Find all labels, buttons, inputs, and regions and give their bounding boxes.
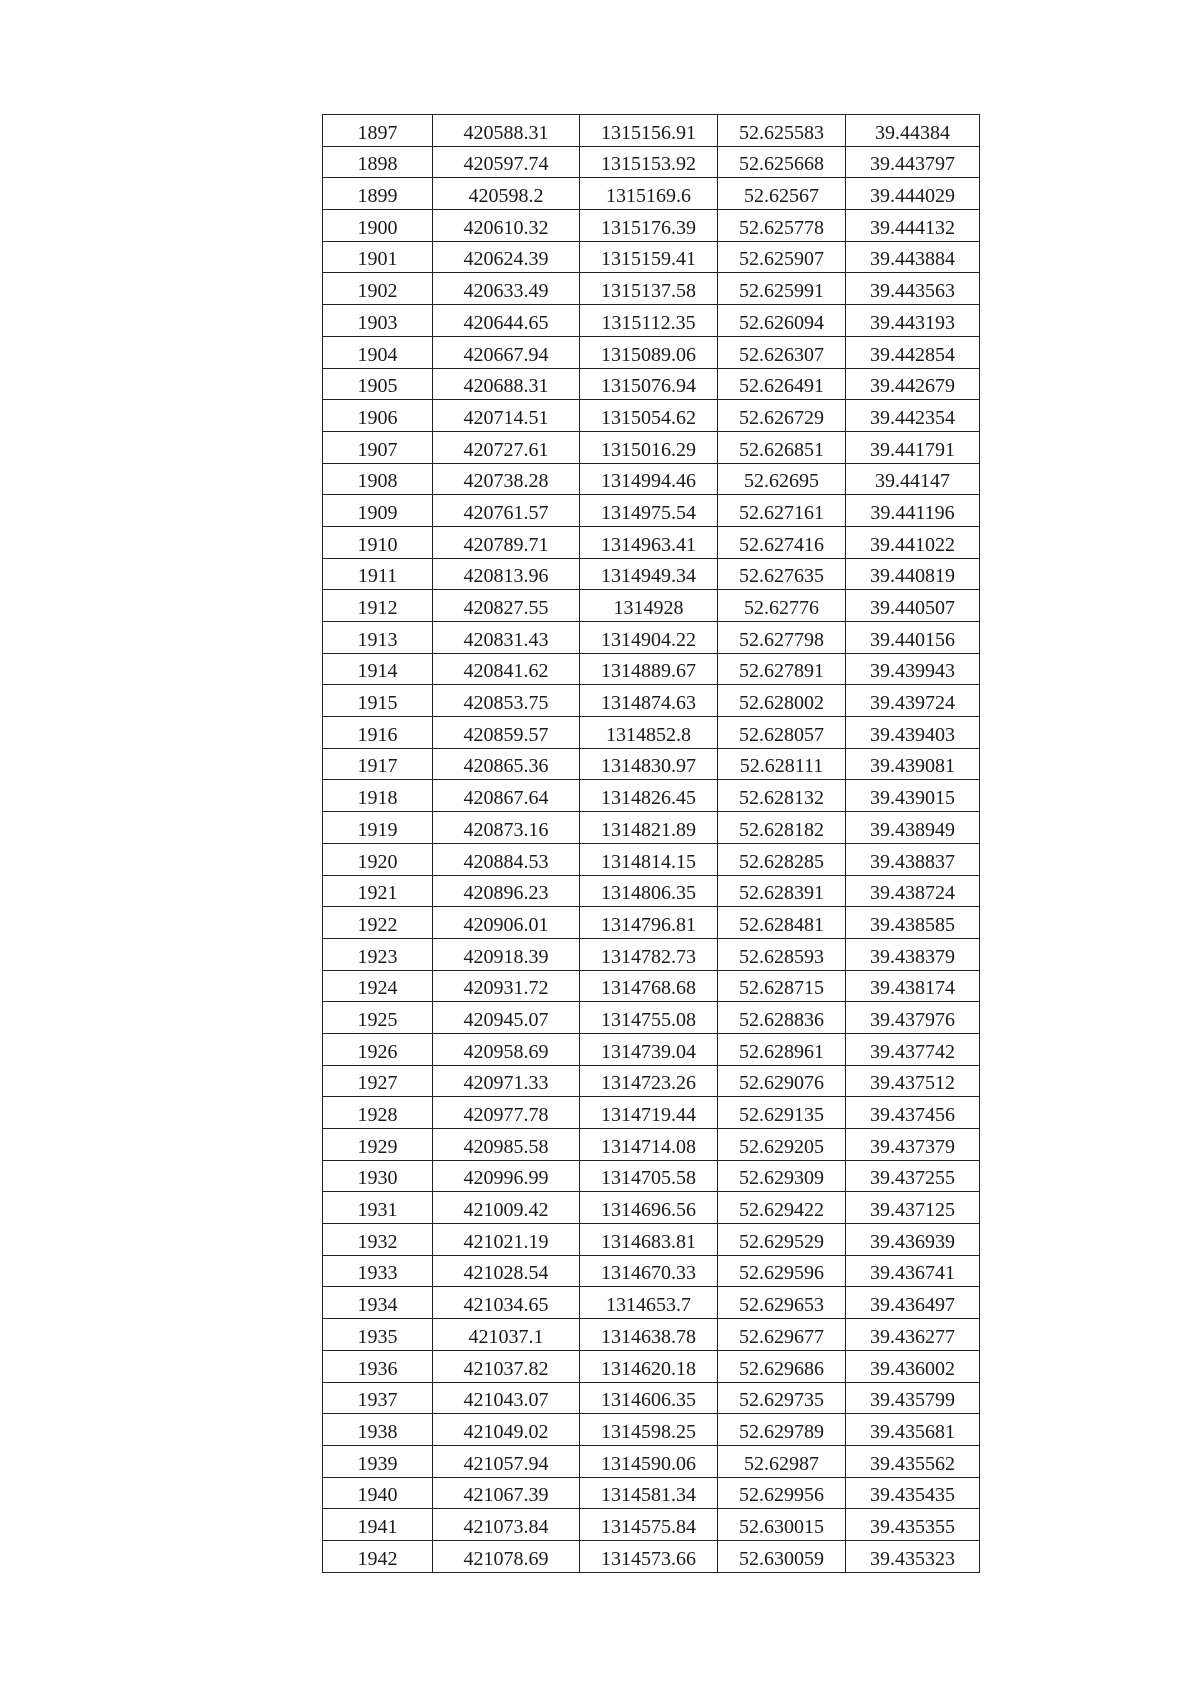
table-row: [323, 590, 980, 622]
y-coordinate-cell: 1315016.29: [580, 431, 718, 463]
table-row: [323, 115, 980, 147]
y-coordinate-cell: 1315156.91: [580, 115, 718, 147]
latitude-cell: 52.627891: [718, 653, 846, 685]
longitude-cell: 39.439081: [846, 748, 980, 780]
x-coordinate-cell: 420865.36: [433, 748, 580, 780]
table-row: [323, 558, 980, 590]
point-number-cell: 1924: [323, 970, 433, 1002]
y-coordinate-cell: 1314814.15: [580, 843, 718, 875]
latitude-cell: 52.62695: [718, 463, 846, 495]
point-number-cell: 1919: [323, 812, 433, 844]
point-number-cell: 1898: [323, 146, 433, 178]
x-coordinate-cell: 420714.51: [433, 400, 580, 432]
x-coordinate-cell: 420945.07: [433, 1002, 580, 1034]
point-number-cell: 1918: [323, 780, 433, 812]
y-coordinate-cell: 1315112.35: [580, 305, 718, 337]
latitude-cell: 52.629135: [718, 1097, 846, 1129]
table-row: [323, 1033, 980, 1065]
table-row: [323, 273, 980, 305]
longitude-cell: 39.437456: [846, 1097, 980, 1129]
longitude-cell: 39.437255: [846, 1160, 980, 1192]
table-row: [323, 812, 980, 844]
y-coordinate-cell: 1314683.81: [580, 1224, 718, 1256]
latitude-cell: 52.629205: [718, 1129, 846, 1161]
table-row: [323, 938, 980, 970]
point-number-cell: 1941: [323, 1509, 433, 1541]
table-row: [323, 431, 980, 463]
y-coordinate-cell: 1314826.45: [580, 780, 718, 812]
x-coordinate-cell: 420597.74: [433, 146, 580, 178]
y-coordinate-cell: 1314821.89: [580, 812, 718, 844]
longitude-cell: 39.443193: [846, 305, 980, 337]
table-row: [323, 622, 980, 654]
x-coordinate-cell: 420873.16: [433, 812, 580, 844]
longitude-cell: 39.435355: [846, 1509, 980, 1541]
x-coordinate-cell: 420906.01: [433, 907, 580, 939]
point-number-cell: 1920: [323, 843, 433, 875]
latitude-cell: 52.626491: [718, 368, 846, 400]
longitude-cell: 39.441022: [846, 526, 980, 558]
latitude-cell: 52.628111: [718, 748, 846, 780]
y-coordinate-cell: 1314852.8: [580, 717, 718, 749]
latitude-cell: 52.628715: [718, 970, 846, 1002]
table-row: [323, 1097, 980, 1129]
point-number-cell: 1911: [323, 558, 433, 590]
x-coordinate-cell: 420867.64: [433, 780, 580, 812]
point-number-cell: 1921: [323, 875, 433, 907]
longitude-cell: 39.44147: [846, 463, 980, 495]
point-number-cell: 1933: [323, 1255, 433, 1287]
latitude-cell: 52.625668: [718, 146, 846, 178]
longitude-cell: 39.441791: [846, 431, 980, 463]
x-coordinate-cell: 421049.02: [433, 1414, 580, 1446]
coordinates-table-body: [323, 115, 980, 1573]
x-coordinate-cell: 420761.57: [433, 495, 580, 527]
y-coordinate-cell: 1314796.81: [580, 907, 718, 939]
point-number-cell: 1926: [323, 1033, 433, 1065]
table-row: [323, 210, 980, 242]
y-coordinate-cell: 1314723.26: [580, 1065, 718, 1097]
y-coordinate-cell: 1314889.67: [580, 653, 718, 685]
latitude-cell: 52.629686: [718, 1350, 846, 1382]
x-coordinate-cell: 420588.31: [433, 115, 580, 147]
table-row: [323, 305, 980, 337]
longitude-cell: 39.442354: [846, 400, 980, 432]
point-number-cell: 1927: [323, 1065, 433, 1097]
point-number-cell: 1930: [323, 1160, 433, 1192]
point-number-cell: 1916: [323, 717, 433, 749]
x-coordinate-cell: 420738.28: [433, 463, 580, 495]
point-number-cell: 1928: [323, 1097, 433, 1129]
y-coordinate-cell: 1314705.58: [580, 1160, 718, 1192]
y-coordinate-cell: 1314573.66: [580, 1540, 718, 1572]
table-row: [323, 1160, 980, 1192]
x-coordinate-cell: 420598.2: [433, 178, 580, 210]
point-number-cell: 1910: [323, 526, 433, 558]
longitude-cell: 39.441196: [846, 495, 980, 527]
y-coordinate-cell: 1315159.41: [580, 241, 718, 273]
point-number-cell: 1899: [323, 178, 433, 210]
table-row: [323, 336, 980, 368]
y-coordinate-cell: 1315076.94: [580, 368, 718, 400]
point-number-cell: 1913: [323, 622, 433, 654]
latitude-cell: 52.626094: [718, 305, 846, 337]
table-row: [323, 368, 980, 400]
point-number-cell: 1923: [323, 938, 433, 970]
point-number-cell: 1938: [323, 1414, 433, 1446]
longitude-cell: 39.438949: [846, 812, 980, 844]
y-coordinate-cell: 1315176.39: [580, 210, 718, 242]
point-number-cell: 1905: [323, 368, 433, 400]
longitude-cell: 39.436497: [846, 1287, 980, 1319]
latitude-cell: 52.629422: [718, 1192, 846, 1224]
x-coordinate-cell: 421009.42: [433, 1192, 580, 1224]
table-row: [323, 970, 980, 1002]
point-number-cell: 1897: [323, 115, 433, 147]
longitude-cell: 39.438174: [846, 970, 980, 1002]
point-number-cell: 1906: [323, 400, 433, 432]
latitude-cell: 52.629596: [718, 1255, 846, 1287]
table-row: [323, 875, 980, 907]
y-coordinate-cell: 1314975.54: [580, 495, 718, 527]
table-row: [323, 1382, 980, 1414]
y-coordinate-cell: 1314620.18: [580, 1350, 718, 1382]
table-row: [323, 241, 980, 273]
point-number-cell: 1917: [323, 748, 433, 780]
latitude-cell: 52.630059: [718, 1540, 846, 1572]
longitude-cell: 39.435562: [846, 1445, 980, 1477]
latitude-cell: 52.629956: [718, 1477, 846, 1509]
point-number-cell: 1901: [323, 241, 433, 273]
y-coordinate-cell: 1314994.46: [580, 463, 718, 495]
x-coordinate-cell: 420644.65: [433, 305, 580, 337]
x-coordinate-cell: 420971.33: [433, 1065, 580, 1097]
point-number-cell: 1922: [323, 907, 433, 939]
point-number-cell: 1904: [323, 336, 433, 368]
point-number-cell: 1903: [323, 305, 433, 337]
longitude-cell: 39.44384: [846, 115, 980, 147]
latitude-cell: 52.628836: [718, 1002, 846, 1034]
point-number-cell: 1940: [323, 1477, 433, 1509]
longitude-cell: 39.443797: [846, 146, 980, 178]
latitude-cell: 52.628593: [718, 938, 846, 970]
latitude-cell: 52.62776: [718, 590, 846, 622]
table-row: [323, 748, 980, 780]
y-coordinate-cell: 1314806.35: [580, 875, 718, 907]
point-number-cell: 1900: [323, 210, 433, 242]
point-number-cell: 1902: [323, 273, 433, 305]
latitude-cell: 52.628285: [718, 843, 846, 875]
x-coordinate-cell: 421067.39: [433, 1477, 580, 1509]
table-row: [323, 1509, 980, 1541]
table-row: [323, 843, 980, 875]
latitude-cell: 52.626307: [718, 336, 846, 368]
x-coordinate-cell: 420610.32: [433, 210, 580, 242]
x-coordinate-cell: 420977.78: [433, 1097, 580, 1129]
latitude-cell: 52.629529: [718, 1224, 846, 1256]
point-number-cell: 1931: [323, 1192, 433, 1224]
x-coordinate-cell: 421034.65: [433, 1287, 580, 1319]
y-coordinate-cell: 1314696.56: [580, 1192, 718, 1224]
longitude-cell: 39.435435: [846, 1477, 980, 1509]
longitude-cell: 39.436002: [846, 1350, 980, 1382]
y-coordinate-cell: 1314874.63: [580, 685, 718, 717]
latitude-cell: 52.625778: [718, 210, 846, 242]
table-row: [323, 1129, 980, 1161]
y-coordinate-cell: 1314670.33: [580, 1255, 718, 1287]
y-coordinate-cell: 1314782.73: [580, 938, 718, 970]
point-number-cell: 1914: [323, 653, 433, 685]
y-coordinate-cell: 1314638.78: [580, 1319, 718, 1351]
y-coordinate-cell: 1314963.41: [580, 526, 718, 558]
y-coordinate-cell: 1314575.84: [580, 1509, 718, 1541]
longitude-cell: 39.438724: [846, 875, 980, 907]
x-coordinate-cell: 420827.55: [433, 590, 580, 622]
x-coordinate-cell: 420896.23: [433, 875, 580, 907]
y-coordinate-cell: 1314606.35: [580, 1382, 718, 1414]
table-row: [323, 1540, 980, 1572]
longitude-cell: 39.438837: [846, 843, 980, 875]
y-coordinate-cell: 1314928: [580, 590, 718, 622]
y-coordinate-cell: 1315054.62: [580, 400, 718, 432]
point-number-cell: 1942: [323, 1540, 433, 1572]
point-number-cell: 1909: [323, 495, 433, 527]
table-row: [323, 1224, 980, 1256]
x-coordinate-cell: 421037.82: [433, 1350, 580, 1382]
x-coordinate-cell: 420789.71: [433, 526, 580, 558]
longitude-cell: 39.438585: [846, 907, 980, 939]
y-coordinate-cell: 1315089.06: [580, 336, 718, 368]
table-row: [323, 1445, 980, 1477]
table-row: [323, 1065, 980, 1097]
longitude-cell: 39.442679: [846, 368, 980, 400]
latitude-cell: 52.628481: [718, 907, 846, 939]
latitude-cell: 52.627161: [718, 495, 846, 527]
point-number-cell: 1937: [323, 1382, 433, 1414]
longitude-cell: 39.439403: [846, 717, 980, 749]
x-coordinate-cell: 420841.62: [433, 653, 580, 685]
table-row: [323, 1414, 980, 1446]
x-coordinate-cell: 420667.94: [433, 336, 580, 368]
x-coordinate-cell: 420859.57: [433, 717, 580, 749]
x-coordinate-cell: 420688.31: [433, 368, 580, 400]
latitude-cell: 52.625907: [718, 241, 846, 273]
x-coordinate-cell: 420958.69: [433, 1033, 580, 1065]
y-coordinate-cell: 1314904.22: [580, 622, 718, 654]
longitude-cell: 39.436277: [846, 1319, 980, 1351]
y-coordinate-cell: 1314949.34: [580, 558, 718, 590]
x-coordinate-cell: 420918.39: [433, 938, 580, 970]
latitude-cell: 52.628182: [718, 812, 846, 844]
latitude-cell: 52.629653: [718, 1287, 846, 1319]
latitude-cell: 52.628391: [718, 875, 846, 907]
longitude-cell: 39.443563: [846, 273, 980, 305]
table-row: [323, 1477, 980, 1509]
x-coordinate-cell: 421057.94: [433, 1445, 580, 1477]
y-coordinate-cell: 1314598.25: [580, 1414, 718, 1446]
latitude-cell: 52.630015: [718, 1509, 846, 1541]
longitude-cell: 39.439015: [846, 780, 980, 812]
table-row: [323, 400, 980, 432]
point-number-cell: 1939: [323, 1445, 433, 1477]
latitude-cell: 52.625583: [718, 115, 846, 147]
longitude-cell: 39.440819: [846, 558, 980, 590]
point-number-cell: 1934: [323, 1287, 433, 1319]
latitude-cell: 52.628002: [718, 685, 846, 717]
y-coordinate-cell: 1314581.34: [580, 1477, 718, 1509]
latitude-cell: 52.627798: [718, 622, 846, 654]
y-coordinate-cell: 1314714.08: [580, 1129, 718, 1161]
y-coordinate-cell: 1314590.06: [580, 1445, 718, 1477]
longitude-cell: 39.437125: [846, 1192, 980, 1224]
y-coordinate-cell: 1314768.68: [580, 970, 718, 1002]
point-number-cell: 1908: [323, 463, 433, 495]
longitude-cell: 39.436939: [846, 1224, 980, 1256]
latitude-cell: 52.629309: [718, 1160, 846, 1192]
table-row: [323, 178, 980, 210]
x-coordinate-cell: 420813.96: [433, 558, 580, 590]
x-coordinate-cell: 420996.99: [433, 1160, 580, 1192]
x-coordinate-cell: 421043.07: [433, 1382, 580, 1414]
y-coordinate-cell: 1314719.44: [580, 1097, 718, 1129]
x-coordinate-cell: 420884.53: [433, 843, 580, 875]
latitude-cell: 52.62567: [718, 178, 846, 210]
y-coordinate-cell: 1315137.58: [580, 273, 718, 305]
longitude-cell: 39.442854: [846, 336, 980, 368]
table-row: [323, 717, 980, 749]
longitude-cell: 39.437976: [846, 1002, 980, 1034]
y-coordinate-cell: 1314830.97: [580, 748, 718, 780]
table-row: [323, 1192, 980, 1224]
y-coordinate-cell: 1314739.04: [580, 1033, 718, 1065]
table-row: [323, 653, 980, 685]
x-coordinate-cell: 421021.19: [433, 1224, 580, 1256]
longitude-cell: 39.437379: [846, 1129, 980, 1161]
longitude-cell: 39.439943: [846, 653, 980, 685]
x-coordinate-cell: 420633.49: [433, 273, 580, 305]
x-coordinate-cell: 421028.54: [433, 1255, 580, 1287]
latitude-cell: 52.626729: [718, 400, 846, 432]
x-coordinate-cell: 420985.58: [433, 1129, 580, 1161]
x-coordinate-cell: 420727.61: [433, 431, 580, 463]
table-row: [323, 780, 980, 812]
y-coordinate-cell: 1314653.7: [580, 1287, 718, 1319]
longitude-cell: 39.438379: [846, 938, 980, 970]
table-row: [323, 463, 980, 495]
point-number-cell: 1915: [323, 685, 433, 717]
point-number-cell: 1925: [323, 1002, 433, 1034]
latitude-cell: 52.629677: [718, 1319, 846, 1351]
latitude-cell: 52.629076: [718, 1065, 846, 1097]
longitude-cell: 39.436741: [846, 1255, 980, 1287]
table-row: [323, 146, 980, 178]
latitude-cell: 52.629789: [718, 1414, 846, 1446]
table-row: [323, 685, 980, 717]
point-number-cell: 1932: [323, 1224, 433, 1256]
latitude-cell: 52.628057: [718, 717, 846, 749]
longitude-cell: 39.444029: [846, 178, 980, 210]
longitude-cell: 39.444132: [846, 210, 980, 242]
x-coordinate-cell: 420931.72: [433, 970, 580, 1002]
table-row: [323, 526, 980, 558]
table-row: [323, 1002, 980, 1034]
point-number-cell: 1912: [323, 590, 433, 622]
table-row: [323, 1350, 980, 1382]
coordinates-table: [322, 114, 980, 1573]
x-coordinate-cell: 421078.69: [433, 1540, 580, 1572]
latitude-cell: 52.627635: [718, 558, 846, 590]
longitude-cell: 39.437742: [846, 1033, 980, 1065]
y-coordinate-cell: 1315169.6: [580, 178, 718, 210]
longitude-cell: 39.440507: [846, 590, 980, 622]
latitude-cell: 52.627416: [718, 526, 846, 558]
longitude-cell: 39.439724: [846, 685, 980, 717]
x-coordinate-cell: 420831.43: [433, 622, 580, 654]
table-row: [323, 1287, 980, 1319]
latitude-cell: 52.62987: [718, 1445, 846, 1477]
point-number-cell: 1936: [323, 1350, 433, 1382]
longitude-cell: 39.435799: [846, 1382, 980, 1414]
longitude-cell: 39.435323: [846, 1540, 980, 1572]
latitude-cell: 52.628961: [718, 1033, 846, 1065]
latitude-cell: 52.626851: [718, 431, 846, 463]
table-row: [323, 495, 980, 527]
x-coordinate-cell: 420624.39: [433, 241, 580, 273]
latitude-cell: 52.629735: [718, 1382, 846, 1414]
table-row: [323, 907, 980, 939]
longitude-cell: 39.435681: [846, 1414, 980, 1446]
table-row: [323, 1319, 980, 1351]
point-number-cell: 1907: [323, 431, 433, 463]
x-coordinate-cell: 420853.75: [433, 685, 580, 717]
table-row: [323, 1255, 980, 1287]
point-number-cell: 1935: [323, 1319, 433, 1351]
y-coordinate-cell: 1314755.08: [580, 1002, 718, 1034]
latitude-cell: 52.625991: [718, 273, 846, 305]
x-coordinate-cell: 421073.84: [433, 1509, 580, 1541]
longitude-cell: 39.443884: [846, 241, 980, 273]
latitude-cell: 52.628132: [718, 780, 846, 812]
longitude-cell: 39.437512: [846, 1065, 980, 1097]
longitude-cell: 39.440156: [846, 622, 980, 654]
y-coordinate-cell: 1315153.92: [580, 146, 718, 178]
point-number-cell: 1929: [323, 1129, 433, 1161]
x-coordinate-cell: 421037.1: [433, 1319, 580, 1351]
